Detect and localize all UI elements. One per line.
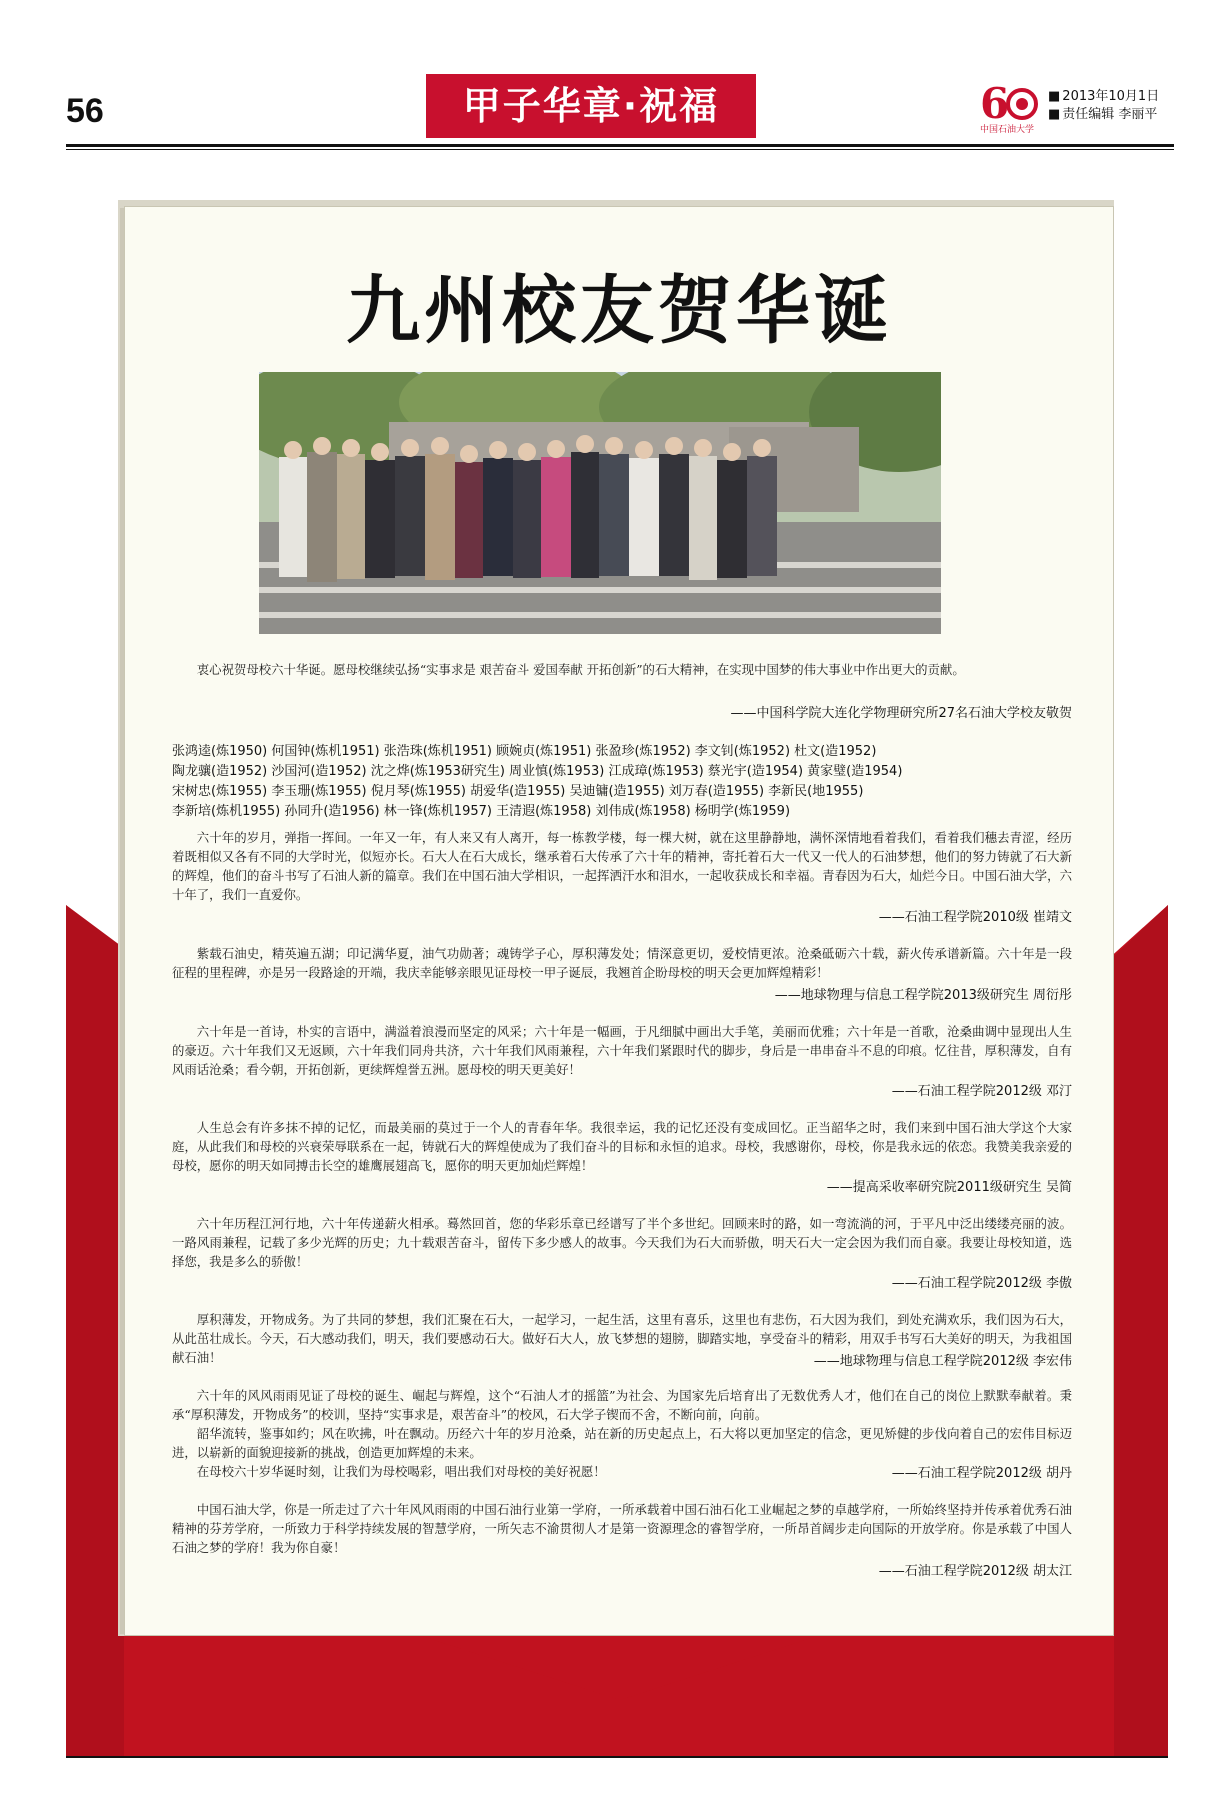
section-banner: 甲子华章·祝福: [426, 74, 756, 138]
message-signature: ——地球物理与信息工程学院2012级 李宏伟: [813, 1354, 1072, 1369]
group-photo: [259, 372, 941, 634]
message-signature: ——提高采收率研究院2011级研究生 吴简: [826, 1180, 1072, 1195]
alumni-name-list: [172, 742, 1072, 822]
issue-date: ■ 2013年10月1日: [1048, 88, 1159, 106]
message-paragraph: 在母校六十岁华诞时刻，让我们为母校喝彩，唱出我们对母校的美好祝愿！: [196, 1464, 606, 1479]
name-row: 宋树忠(炼1955) 李玉珊(炼1955) 倪月琴(炼1955) 胡爱华(造1955) 吴迪镛(造1955) 刘万春(造1955) 李新民(地1955): [172, 784, 864, 799]
name-row: 陶龙骧(造1952) 沙国河(造1952) 沈之烨(炼1953研究生) 周业慎(炼1953) 江成璋(炼1953) 蔡光宇(造1954) 黄家璧(造1954): [172, 764, 903, 779]
message-paragraph: 中国石油大学，你是一所走过了六十年风风雨雨的中国石油行业第一学府，一所承载着中国石油石化工业崛起之梦的卓越学府，一所始终坚持并传承着优秀石油精神的芬芳学府，一所致力于科学持续发展的智慧学府，一所矢志不渝贯彻人才是第一资源理念的睿智学府，一所昂首阔步走向国际的开放学府。你是承载了中国人石油之梦的学府！我为你自豪！: [172, 1502, 1072, 1555]
message-paragraph: 六十年历程江河行地，六十年传递薪火相承。蓦然回首，您的华彩乐章已经谱写了半个多世纪。回顾来时的路，如一弯流淌的河，于平凡中泛出缕缕亮丽的波。一路风雨兼程，记载了多少光辉的历史；九十载艰苦奋斗，留传下多少感人的故事。今天我们为石大而骄傲，明天石大一定会因为我们而自豪。我要让母校知道，选择您，我是多么的骄傲！: [172, 1216, 1072, 1269]
message-paragraph: 紫载石油史，精英遍五湖；印记满华夏，油气功勋著；魂铸学子心，厚积薄发处；情深意更切，爱校情更浓。沧桑砥砺六十载，薪火传承谱新篇。六十年是一段征程的里程碑，亦是另一段路途的开端，我庆幸能够亲眼见证母校一甲子诞辰，我翘首企盼母校的明天会更加辉煌精彩！: [172, 946, 1072, 980]
issue-editor: ■ 责任编辑 李丽平: [1048, 106, 1159, 124]
logo-text: 中国石油大学: [980, 125, 1035, 135]
message-paragraph: 六十年的风风雨雨见证了母校的诞生、崛起与辉煌，这个“石油人才的摇篮”为社会、为国家先后培育出了无数优秀人才，他们在自己的岗位上默默奉献着。秉承“厚积薄发，开物成务”的校训，坚持“实事求是，艰苦奋斗”的校风，石大学子锲而不舍，不断向前，向前。: [172, 1388, 1072, 1422]
svg-text:6: 6: [980, 79, 1010, 128]
footer-rule: [66, 1756, 1168, 1758]
message-signature: ——石油工程学院2012级 邓汀: [891, 1084, 1072, 1099]
page-number: 56: [66, 92, 104, 130]
intro-signature: ——中国科学院大连化学物理研究所27名石油大学校友敬贺: [730, 706, 1072, 721]
name-row: 李新培(炼机1955) 孙同升(造1956) 林一锋(炼机1957) 王清遐(炼1958) 刘伟成(炼1958) 杨明学(炼1959): [172, 804, 791, 819]
name-row: 张鸿逵(炼1950) 何国钟(炼机1951) 张浩珠(炼机1951) 顾婉贞(炼1951) 张盈珍(炼1952) 李文钊(炼1952) 杜文(造1952): [172, 744, 877, 759]
intro-text: 衷心祝贺母校六十华诞。愿母校继续弘扬“实事求是 艰苦奋斗 爱国奉献 开拓创新”的石大精神，在实现中国梦的伟大事业中作出更大的贡献。: [196, 662, 965, 677]
message-signature: ——石油工程学院2010级 崔靖文: [878, 910, 1072, 925]
message-signature: ——石油工程学院2012级 李傲: [891, 1276, 1072, 1291]
article-title: 九州校友贺华诞: [346, 268, 892, 354]
message-paragraph: 厚积薄发，开物成务。为了共同的梦想，我们汇聚在石大，一起学习，一起生活，这里有喜乐，这里也有悲伤，石大因为我们，到处充满欢乐，我们因为石大，从此茁壮成长。今天，石大感动我们，明天，我们要感动石大。做好石大人，放飞梦想的翅膀，脚踏实地，享受奋斗的精彩，用双手书写石大美好的明天，为我祖国献石油！: [172, 1312, 1072, 1365]
message-signature: ——地球物理与信息工程学院2013级研究生 周衍彤: [774, 988, 1072, 1003]
message-signature: ——石油工程学院2012级 胡丹: [891, 1466, 1072, 1481]
message-paragraph: 韶华流转，鉴事如约；风在吹拂，叶在飘动。历经六十年的岁月沧桑，站在新的历史起点上，石大将以更加坚定的信念，更见矫健的步伐向着自己的宏伟目标迈进，以崭新的面貌迎接新的挑战，创造更加辉煌的未来。: [172, 1426, 1072, 1460]
message-paragraph: 人生总会有许多抹不掉的记忆，而最美丽的莫过于一个人的青春年华。我很幸运，我的记忆还没有变成回忆。正当韶华之时，我们来到中国石油大学这个大家庭，从此我们和母校的兴衰荣辱联系在一起，铸就石大的辉煌使成为了我们奋斗的目标和永恒的追求。母校，我感谢你，母校，你是我永远的依恋。我赞美我亲爱的母校，愿你的明天如同搏击长空的雄鹰展翅高飞，愿你的明天更加灿烂辉煌！: [172, 1120, 1072, 1173]
message-paragraph: 六十年是一首诗，朴实的言语中，满溢着浪漫而坚定的风采；六十年是一幅画，于凡细腻中画出大手笔，美丽而优雅；六十年是一首歌，沧桑曲调中显现出人生的豪迈。六十年我们又无返顾，六十年我们同舟共济，六十年我们风雨兼程，六十年我们紧跟时代的脚步，身后是一串串奋斗不息的印痕。忆往昔，厚积薄发，自有风雨话沧桑；看今朝，开拓创新，更续辉煌誉五洲。愿母校的明天更美好！: [172, 1024, 1072, 1077]
message-paragraph: 六十年的岁月，弹指一挥间。一年又一年，有人来又有人离开，每一栋教学楼，每一棵大树，就在这里静静地，满怀深情地看着我们，看着我们穗去青涩，经历着既相似又各有不同的大学时光，似短亦长。石大人在石大成长，继承着石大传承了六十年的精神，寄托着石大一代又一代人的石油梦想，他们的努力铸就了石大新的辉煌，他们的奋斗书写了石油人新的篇章。我们在中国石油大学相识，一起挥洒汗水和泪水，一起收获成长和幸福。青春因为石大，灿烂今日。中国石油大学，六十年了，我们一直爱你。: [172, 830, 1072, 902]
message-signature: ——石油工程学院2012级 胡太江: [878, 1564, 1072, 1579]
